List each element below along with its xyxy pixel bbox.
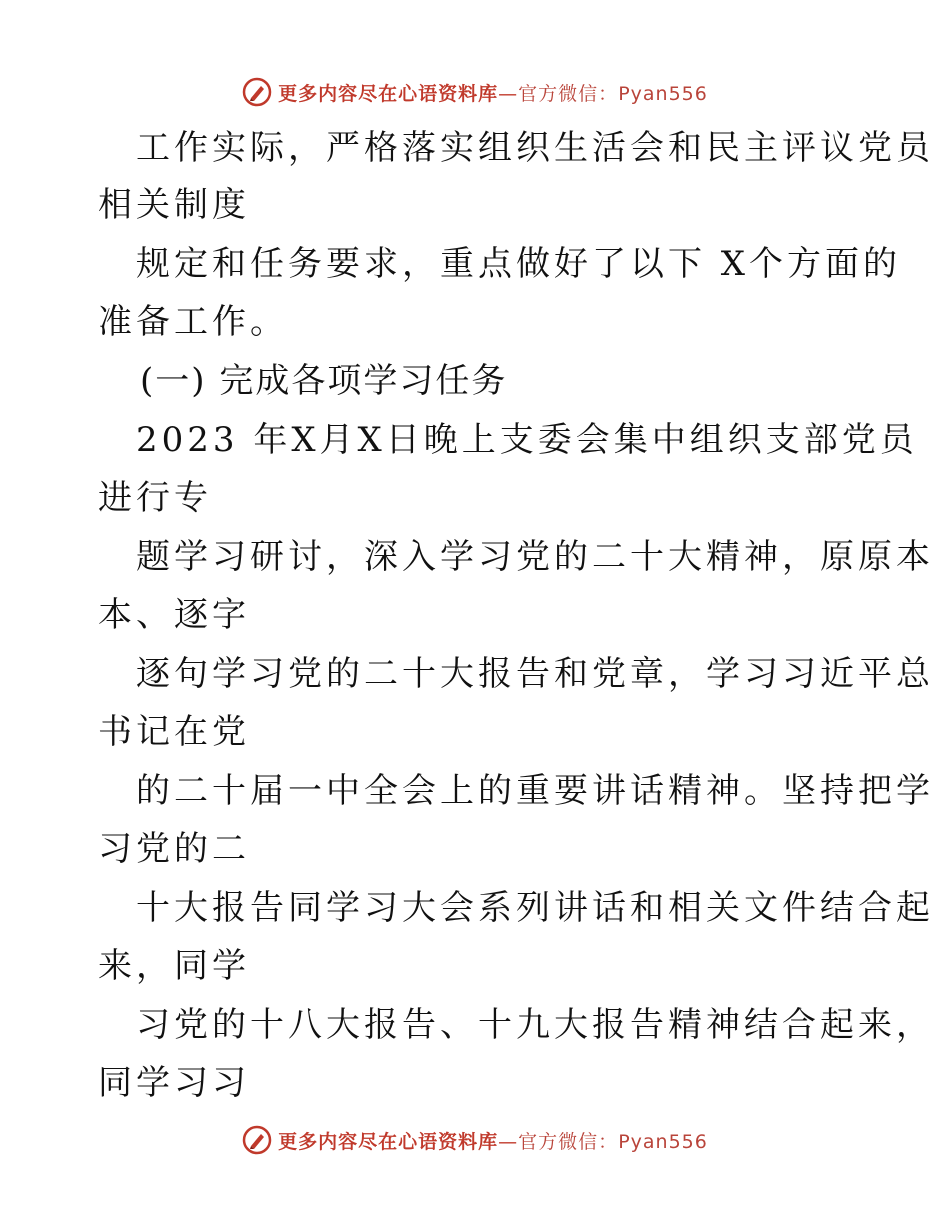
- text-line: 工作实际，严格落实组织生活会和民主评议党员: [136, 128, 934, 168]
- section-heading: (一) 完成各项学习任务: [140, 361, 508, 401]
- text-line: 逐句学习党的二十大报告和党章，学习习近平总: [136, 654, 934, 694]
- watermark-footer: [0, 1120, 950, 1160]
- watermark-wechat-id: Pyan556: [618, 82, 708, 105]
- text-line: 十大报告同学习大会系列讲话和相关文件结合起: [136, 888, 934, 928]
- text-line: 进行专: [98, 478, 212, 518]
- text-line: 2023 年X月X日晚上支委会集中组织支部党员: [136, 420, 918, 460]
- watermark-wechat-id: Pyan556: [618, 1130, 708, 1153]
- text-line: 习党的二: [98, 829, 250, 869]
- text-line: 同学习习: [98, 1063, 250, 1103]
- text-line: 准备工作。: [98, 302, 288, 342]
- watermark-wechat-label: 官方微信：: [518, 82, 619, 105]
- text-line: 本、逐字: [98, 595, 250, 635]
- text-line: 规定和任务要求，重点做好了以下 X个方面的: [136, 244, 902, 284]
- watermark-wechat-label: 官方微信：: [518, 1130, 619, 1153]
- watermark-separator: —: [498, 82, 519, 105]
- text-line: 的二十届一中全会上的重要讲话精神。坚持把学: [136, 771, 934, 811]
- text-line: 书记在党: [98, 712, 250, 752]
- text-line: 来，同学: [98, 946, 250, 986]
- watermark-separator: —: [498, 1130, 519, 1153]
- watermark-text: [278, 1127, 708, 1154]
- text-line: 题学习研讨，深入学习党的二十大精神，原原本: [136, 537, 934, 577]
- pen-logo-icon: [242, 1125, 272, 1155]
- watermark-site: 更多内容尽在心语资料库: [278, 82, 499, 105]
- watermark-site: 更多内容尽在心语资料库: [278, 1130, 499, 1153]
- text-line: 习党的十八大报告、十九大报告精神结合起来，: [136, 1005, 934, 1045]
- text-line: 相关制度: [98, 185, 250, 225]
